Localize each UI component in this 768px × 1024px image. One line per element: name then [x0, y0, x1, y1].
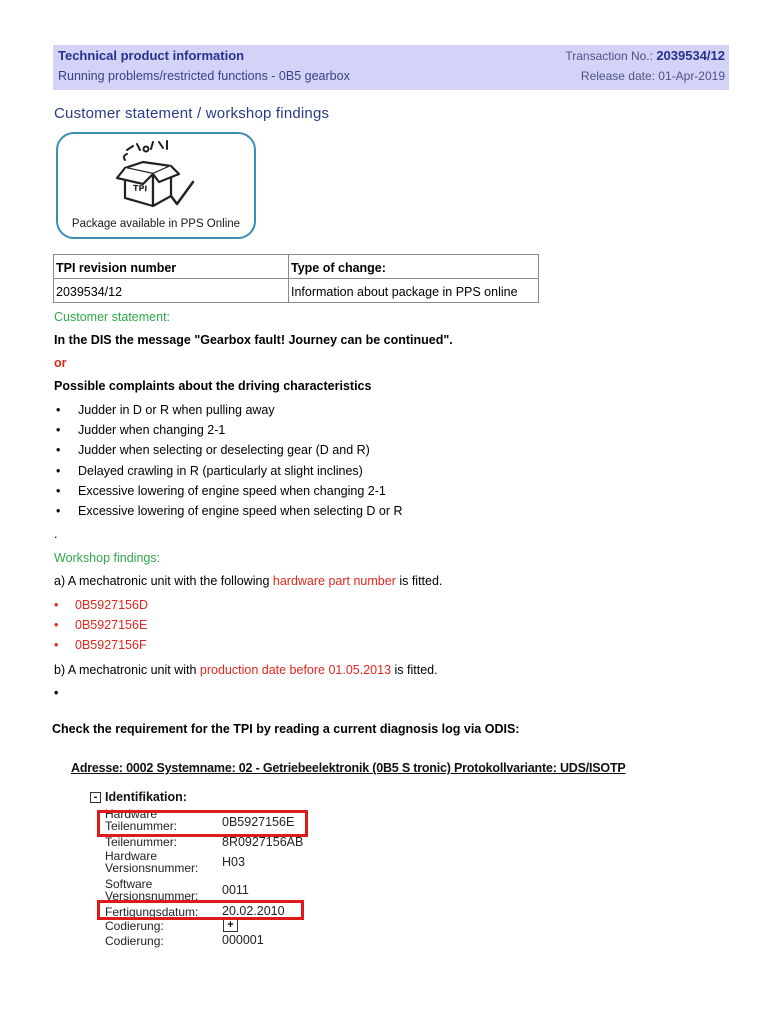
table-cell: Information about package in PPS online — [289, 279, 539, 303]
finding-a — [54, 574, 442, 588]
list-item-text: Excessive lowering of engine speed when selecting D or R — [78, 504, 403, 518]
odis-row-value: 0B5927156E — [222, 815, 295, 829]
complaints-list: • Judder in D or R when pulling away • Judder when changing 2-1 • Judder when selecting or deselecting gear (D and R) • Delayed crawling in R (particularly at slight inclines) • Excessive lowering of engine speed when changing 2-1 • Excessive lowering of engine speed when selecting D or R — [56, 403, 403, 518]
revision-table — [53, 254, 539, 303]
package-logo — [56, 132, 256, 239]
odis-row-label: Hardware Versionsnummer: — [105, 849, 199, 875]
odis-row-label: Codierung: — [105, 934, 164, 948]
odis-row-label: Fertigungsdatum: — [105, 905, 199, 919]
list-item-text: Judder in D or R when pulling away — [78, 403, 275, 417]
expand-toggle[interactable]: + — [223, 919, 238, 932]
dis-message: In the DIS the message "Gearbox fault! Journey can be continued". — [54, 333, 453, 347]
package-box-label: TPI — [132, 183, 148, 194]
odis-row-value: 000001 — [222, 933, 264, 947]
odis-row-value: H03 — [222, 855, 245, 869]
trailing-bullet: • — [54, 686, 59, 700]
odis-row-value: 0011 — [222, 883, 249, 897]
part-number: 0B5927156D — [75, 598, 148, 612]
complaints-heading: Possible complaints about the driving characteristics — [54, 379, 372, 393]
odis-row-value: 20.02.2010 — [222, 904, 285, 918]
table-header-cell: Type of change: — [289, 255, 539, 279]
finding-b — [54, 663, 438, 677]
table-header-cell: TPI revision number — [54, 255, 289, 279]
finding-b-prefix: b) A mechatronic unit with — [54, 663, 200, 677]
odis-row-label: Codierung: — [105, 919, 164, 933]
list-item-text: Judder when selecting or deselecting gear (D and R) — [78, 443, 370, 457]
list-item-text: Delayed crawling in R (particularly at slight inclines) — [78, 464, 363, 478]
collapse-toggle[interactable]: - — [90, 792, 101, 803]
part-number: 0B5927156F — [75, 638, 147, 652]
highlight-hardware-part-number — [97, 807, 308, 837]
odis-row-label: Teilenummer: — [105, 835, 178, 849]
odis-row-label: Software Versionsnummer: — [105, 877, 199, 903]
package-box-icon — [113, 138, 203, 214]
finding-a-suffix: is fitted. — [395, 574, 443, 588]
table-cell: 2039534/12 — [54, 279, 289, 303]
part-number-list: • 0B5927156D • 0B5927156E • 0B5927156F — [54, 598, 148, 652]
list-item-text: Excessive lowering of engine speed when changing 2-1 — [78, 484, 386, 498]
odis-row-label: Hardware Teilenummer: — [105, 807, 178, 833]
part-number: 0B5927156E — [75, 618, 148, 632]
table-header-row — [54, 255, 539, 279]
table-row — [54, 279, 539, 303]
list-item-text: Judder when changing 2-1 — [78, 423, 226, 437]
release-date: Release date: 01-Apr-2019 — [580, 69, 725, 83]
package-caption: Package available in PPS Online — [71, 218, 241, 230]
header-subtitle: Running problems/restricted functions - 0B5 gearbox — [58, 69, 350, 83]
finding-b-highlight: production date before 01.05.2013 — [199, 663, 392, 677]
section-title: Customer statement / workshop findings — [54, 105, 330, 122]
odis-address-line: Adresse: 0002 Systemname: 02 - Getriebeelektronik (0B5 S tronic) Protokollvariante: UDS/ISOTP — [71, 761, 626, 775]
highlight-production-date — [97, 900, 304, 920]
finding-a-highlight: hardware part number — [272, 574, 396, 588]
document-header — [53, 45, 729, 90]
check-requirement-text: Check the requirement for the TPI by reading a current diagnosis log via ODIS: — [52, 722, 520, 736]
trailing-dot: . — [54, 527, 58, 541]
transaction-value: 2039534/12 — [656, 48, 725, 63]
finding-a-prefix: a) A mechatronic unit with the following — [54, 574, 273, 588]
identification-label: Identifikation: — [105, 790, 187, 804]
header-title: Technical product information — [58, 48, 245, 63]
workshop-findings-label: Workshop findings: — [54, 551, 161, 565]
or-text: or — [54, 356, 67, 370]
odis-row-value: 8R0927156AB — [222, 835, 304, 849]
customer-statement-label: Customer statement: — [54, 310, 171, 324]
transaction-label: Transaction No.: — [565, 49, 657, 63]
transaction-number — [565, 48, 725, 63]
finding-b-suffix: is fitted. — [391, 663, 438, 677]
